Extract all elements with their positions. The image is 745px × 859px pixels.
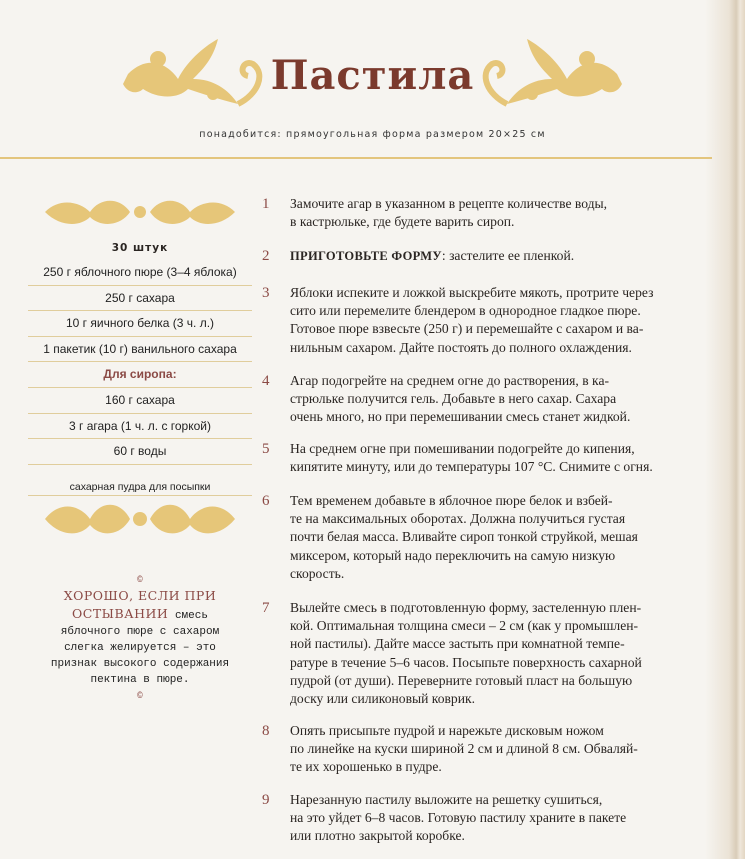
step-line	[290, 722, 712, 740]
step-line-text: Агар подогрейте на среднем огне до растворения, в ка-	[290, 373, 610, 388]
step-line-text: по линейке на куски шириной 2 см и длиной 8 см. Обваляй-	[290, 741, 638, 757]
ingredient-row: 1 пакетик (10 г) ванильного сахара	[28, 337, 252, 363]
step-line	[290, 565, 712, 583]
ingredient-row: 250 г сахара	[28, 286, 252, 312]
step-line	[290, 809, 712, 827]
step-text	[290, 599, 712, 708]
step-text	[290, 791, 712, 846]
step-line	[290, 827, 712, 845]
step-bold-prefix: ПРИГОТОВЬТЕ ФОРМУ	[290, 249, 442, 263]
step-text	[290, 372, 712, 427]
step-line	[290, 320, 712, 338]
step-line	[290, 195, 712, 213]
step-line	[290, 390, 712, 408]
step-4	[262, 372, 712, 427]
step-number: 3	[262, 285, 270, 301]
step-line	[290, 690, 712, 708]
ornament-ingredients-top-icon	[40, 192, 240, 234]
step-line	[290, 458, 712, 476]
page-title: Пастила	[270, 52, 475, 99]
step-text	[290, 492, 712, 583]
step-line	[290, 791, 712, 809]
step-number: 5	[262, 441, 270, 457]
equipment-note: понадобится: прямоугольная форма размером 20×25 см	[199, 129, 546, 140]
step-line-text: сито или перемелите блендером в однородное гладкое пюре.	[290, 303, 641, 319]
tip-text: смесь яблочного пюре с сахаром слегка желируется – это признак высокого содержания пектина в пюре.	[50, 610, 230, 686]
step-line-text: кипятите минуту, или до температуры 107 °C. Снимите с огня.	[290, 459, 653, 475]
ingredient-row: 250 г яблочного пюре (3–4 яблока)	[28, 260, 252, 286]
step-number: 8	[262, 723, 270, 739]
step-1	[262, 195, 712, 231]
step-text	[290, 440, 712, 476]
step-line-text: Яблоки испеките и ложкой выскребите мякоть, протрите через	[290, 285, 654, 300]
divider	[0, 157, 712, 159]
step-number: 1	[262, 196, 270, 212]
step-5	[262, 440, 712, 476]
step-line	[290, 635, 712, 653]
ingredient-row: 60 г воды	[28, 439, 252, 465]
step-line	[290, 510, 712, 528]
step-line-text: Нарезанную пастилу выложите на решетку сушиться,	[290, 792, 603, 807]
step-line-text: ной пастилы). Дайте массе застыть при комнатной темпе-	[290, 636, 625, 652]
step-line-text: или плотно закрытой коробке.	[290, 828, 465, 844]
step-7	[262, 599, 712, 708]
ingredients-list	[28, 260, 252, 496]
step-line	[290, 672, 712, 690]
step-line-text: скорость.	[290, 565, 345, 581]
step-line-text: кой. Оптимальная толщина смеси – 2 см (как у промышлен-	[290, 618, 639, 634]
step-line-text: Готовое пюре взвесьте (250 г) и перемешайте с сахаром и ва-	[290, 321, 644, 337]
step-number: 7	[262, 600, 270, 616]
step-line-text: нильным сахаром. Дайте постоять до полного охлаждения.	[290, 339, 632, 355]
ingredient-row: сахарная пудра для посыпки	[28, 465, 252, 496]
step-text	[290, 284, 712, 357]
step-line	[290, 599, 712, 617]
ingredient-row: 160 г сахара	[28, 388, 252, 414]
step-9	[262, 791, 712, 846]
ornament-ingredients-bottom-icon	[40, 495, 240, 543]
step-8	[262, 722, 712, 777]
step-line	[290, 740, 712, 758]
step-line	[290, 654, 712, 672]
step-line	[290, 617, 712, 635]
step-line	[290, 339, 712, 357]
step-line-text: Вылейте смесь в подготовленную форму, застеленную плен-	[290, 600, 642, 615]
step-number: 4	[262, 373, 270, 389]
step-line-text: на это уйдет 6–8 часов. Готовую пастилу храните в пакете	[290, 810, 627, 826]
step-line	[290, 758, 712, 776]
step-line-text: те их хорошенько в пудре.	[290, 759, 442, 775]
step-line	[290, 213, 712, 231]
step-line-text: Опять присыпьте пудрой и нарежьте дисковым ножом	[290, 723, 604, 738]
step-line-text: Замочите агар в указанном в рецепте количестве воды,	[290, 196, 608, 211]
step-line	[290, 302, 712, 320]
step-line-text: почти белая масса. Вливайте сироп тонкой струйкой, мешая	[290, 529, 638, 545]
step-text	[290, 722, 712, 777]
step-line	[290, 284, 712, 302]
step-line	[290, 528, 712, 546]
step-line	[290, 547, 712, 565]
step-line-text: миксером, который надо переключить на самую низкую	[290, 547, 616, 563]
step-line-text: очень много, но при перемешивании смесь станет жидкой.	[290, 409, 631, 425]
step-number: 2	[262, 248, 270, 264]
step-text	[290, 247, 712, 265]
tip-highlight: ХОРОШО, ЕСЛИ ПРИ ОСТЫВАНИИ	[63, 588, 217, 621]
step-text	[290, 195, 712, 231]
step-6	[262, 492, 712, 583]
syrup-heading: Для сиропа:	[28, 362, 252, 388]
step-line-text: пудрой (от души). Переверните готовый пласт на большую	[290, 672, 633, 688]
step-number: 9	[262, 792, 270, 808]
step-line-text: Тем временем добавьте в яблочное пюре белок и взбей-	[290, 493, 613, 508]
step-line-text: те на максимальных оборотах. Должна получиться густая	[290, 511, 626, 527]
bullet-icon: ©	[137, 691, 143, 701]
step-line-text: доску или силиконовый коврик.	[290, 691, 476, 707]
step-line	[290, 372, 712, 390]
step-line	[290, 440, 712, 458]
step-number: 6	[262, 493, 270, 509]
step-3	[262, 284, 712, 357]
bullet-icon: ©	[137, 575, 143, 585]
tip-note	[50, 572, 230, 704]
ingredient-row: 10 г яичного белка (3 ч. л.)	[28, 311, 252, 337]
ingredient-row: 3 г агара (1 ч. л. с горкой)	[28, 414, 252, 440]
step-line	[290, 247, 712, 265]
step-2	[262, 247, 712, 265]
step-line-text: ратуре в течение 5–6 часов. Посыпьте поверхность сахарной	[290, 654, 642, 670]
step-line-text: : застелите ее пленкой.	[441, 248, 575, 263]
servings: 30 штук	[111, 242, 169, 254]
step-line	[290, 492, 712, 510]
step-line-text: в кастрюльке, где будете варить сироп.	[290, 214, 515, 230]
step-line-text: На среднем огне при помешивании подогрейте до кипения,	[290, 441, 635, 456]
step-line-text: стрюльке получится гель. Добавьте в него сахар. Сахара	[290, 391, 617, 407]
step-line	[290, 408, 712, 426]
